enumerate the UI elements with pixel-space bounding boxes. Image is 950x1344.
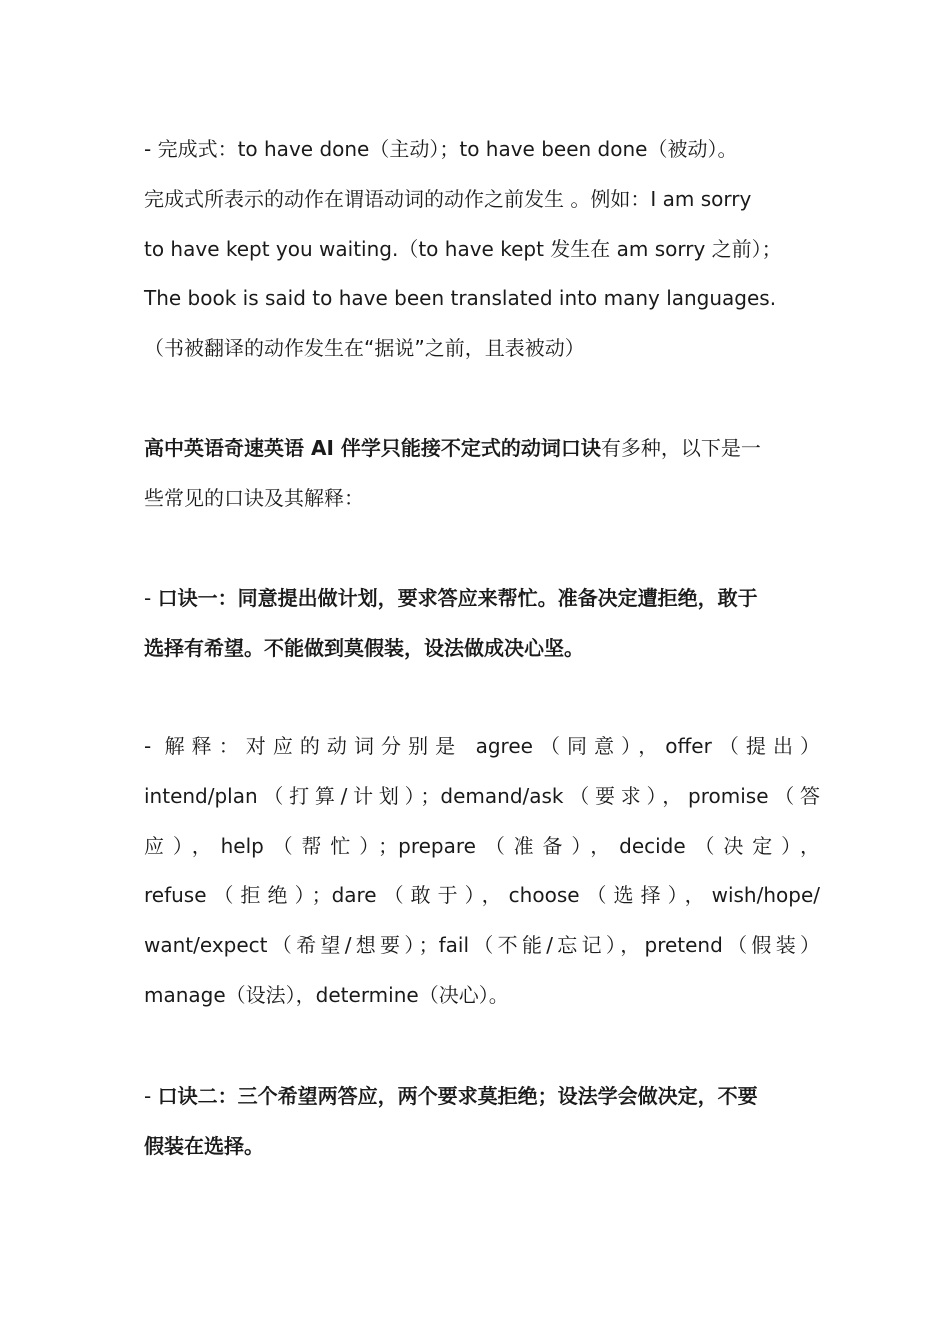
text-line	[144, 574, 820, 624]
text-line: intend/plan（打算/计划）；demand/ask（要求），promise（答	[144, 783, 820, 808]
text-line: - 完成式：to have done（主动）；to have been done（被动）。	[144, 137, 738, 161]
text-line: （书被翻译的动作发生在“据说”之前，且表被动）	[144, 336, 585, 361]
text-line: The book is said to have been translated into many languages.	[144, 286, 777, 311]
text-line: 假装在选择。	[144, 1133, 264, 1158]
text-line: - 解释：对应的动词分别是 agree（同意），offer（提出）	[144, 734, 820, 758]
text-line: 完成式所表示的动作在谓语动词的动作之前发生 。例如：I am sorry	[144, 186, 752, 211]
explanation-one-paragraph	[144, 722, 820, 1021]
rhyme-one-text: 口诀一：同意提出做计划，要求答应来帮忙。准备决定遭拒绝，敢于	[157, 586, 758, 610]
text-line: to have kept you waiting.（to have kept 发生在 am sorry 之前）；	[144, 236, 782, 261]
text-line: manage（设法），determine（决心）。	[144, 982, 509, 1007]
rhyme-two-paragraph	[144, 1072, 820, 1172]
intro-paragraph	[144, 424, 820, 524]
rhyme-two-text: 口诀二：三个希望两答应，两个要求莫拒绝；设法学会做决定，不要	[157, 1084, 758, 1108]
text-line	[144, 1072, 820, 1122]
text-line: want/expect（希望/想要）；fail（不能/忘记），pretend（假装）	[144, 933, 820, 958]
perfect-tense-paragraph	[144, 125, 820, 374]
rhyme-one-dash: -	[144, 586, 158, 610]
intro-bold-heading: 高中英语奇速英语 AI 伴学只能接不定式的动词口诀	[144, 436, 601, 460]
text-line: refuse（拒绝）；dare（敢于），choose（选择），wish/hope/	[144, 883, 820, 908]
text-line: 选择有希望。不能做到莫假装，设法做成决心坚。	[144, 635, 584, 660]
intro-rest: 有多种，以下是一	[600, 436, 761, 460]
text-line: 应），help（帮忙）；prepare（准备），decide（决定），	[144, 833, 820, 858]
rhyme-one-paragraph	[144, 574, 820, 674]
text-line	[144, 424, 820, 474]
text-line: 些常见的口诀及其解释：	[144, 485, 364, 510]
rhyme-two-dash: -	[144, 1084, 158, 1108]
